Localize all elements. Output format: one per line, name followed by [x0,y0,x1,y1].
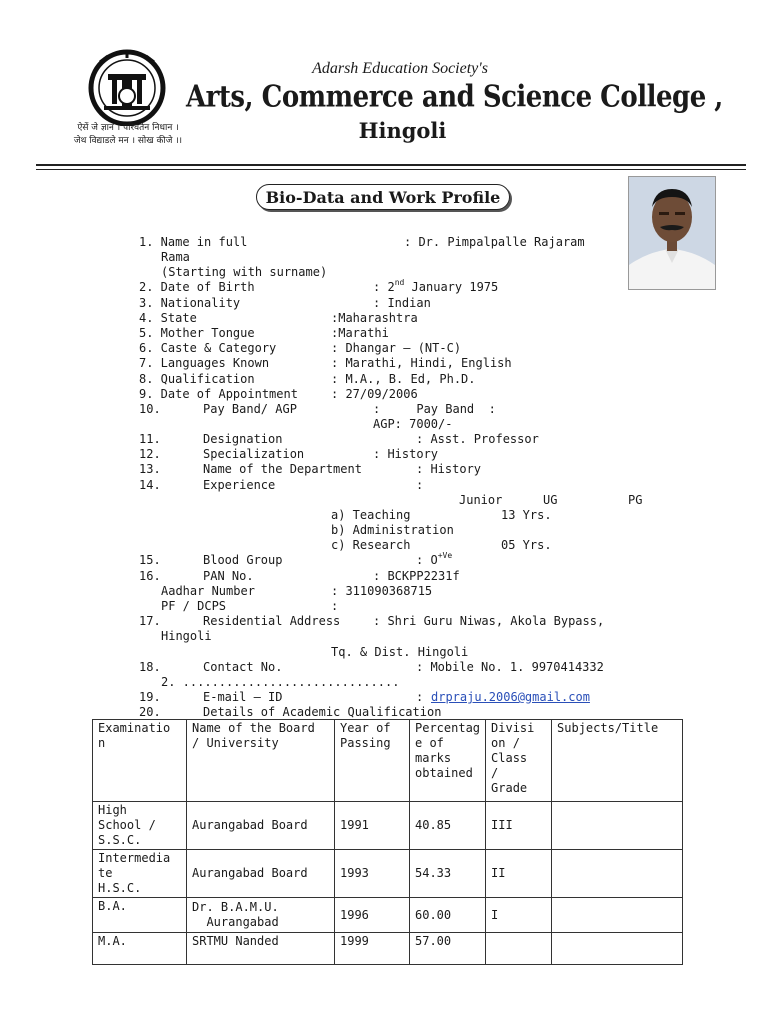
experience-teaching-label: a) Teaching [331,508,411,522]
cell-division [486,933,552,965]
field-academic-label: Details of Academic Qualification [203,705,442,719]
dob-superscript: nd [394,278,405,287]
field-address-label: Residential Address [203,614,341,628]
field-aadhar-value: : 311090368715 [331,584,433,598]
cell-division: II [486,850,552,898]
cell-exam: Intermedia te H.S.C. [93,850,187,898]
field-languages-label: 7. Languages Known [139,356,270,370]
cell-subjects [552,850,683,898]
blood-superscript: +Ve [437,551,453,560]
field-state-label: 4. State [139,311,197,325]
email-link[interactable]: drpraju.2006@gmail.com [431,690,590,704]
society-name: Adarsh Education Society's [312,60,488,77]
field-contact-label: Contact No. [203,660,283,674]
field-dob-value [373,280,498,294]
field-contact-number: 18. [139,660,161,674]
field-aadhar-label: Aadhar Number [161,584,255,598]
cell-year: 1991 [335,802,410,850]
field-mother-tongue-value: :Marathi [331,326,389,340]
field-languages-value: : Marathi, Hindi, English [331,356,512,370]
field-pan-value: : BCKPP2231f [373,569,460,583]
cell-board: Dr. B.A.M.U. Aurangabad [187,898,335,933]
experience-teaching-value: 13 Yrs. [501,508,552,522]
field-address-number: 17. [139,614,161,628]
experience-administration-label: b) Administration [331,523,454,537]
field-blood-value [416,553,452,567]
header-year: Year of Passing [335,720,410,802]
field-designation-number: 11. [139,432,161,446]
cell-board: Aurangabad Board [187,850,335,898]
field-pan-label: PAN No. [203,569,254,583]
academic-qualification-table [92,719,683,965]
cell-subjects [552,933,683,965]
field-specialization-label: Specialization [203,447,305,461]
profile-photo [628,176,716,290]
field-address-continued-2: Tq. & Dist. Hingoli [331,645,469,659]
header-rule-thin [36,169,746,170]
field-payband-label: Pay Band/ AGP [203,402,297,416]
field-name-continued: Rama [161,250,190,264]
field-payband-number: 10. [139,402,161,416]
cell-percentage: 40.85 [410,802,486,850]
experience-header-junior: Junior [459,493,503,507]
experience-research-label: c) Research [331,538,411,552]
field-caste-label: 6. Caste & Category [139,341,277,355]
experience-header-ug: UG [543,493,558,507]
page-title: Bio-Data and Work Profile [256,184,510,210]
experience-header-pg: PG [628,493,643,507]
field-specialization-value: : History [373,447,439,461]
field-academic-number: 20. [139,705,161,719]
field-designation-value: : Asst. Professor [416,432,539,446]
header-board: Name of the Board / University [187,720,335,802]
header-rule [36,164,746,166]
cell-board: SRTMU Nanded [187,933,335,965]
field-email-colon: : [416,690,424,704]
table-row [93,802,683,850]
header-division: Divisi on / Class / Grade [486,720,552,802]
table-row [93,933,683,965]
field-department-label: Name of the Department [203,462,362,476]
table-row [93,898,683,933]
cell-year: 1996 [335,898,410,933]
field-designation-label: Designation [203,432,283,446]
table-header-row [93,720,683,802]
field-name-note: (Starting with surname) [161,265,328,279]
field-experience-colon: : [416,478,424,492]
cell-percentage: 57.00 [410,933,486,965]
field-dob-label: 2. Date of Birth [139,280,255,294]
cell-exam: B.A. [93,898,187,933]
field-contact-continued: 2. .............................. [161,675,400,689]
field-pan-number: 16. [139,569,161,583]
field-qualification-label: 8. Qualification [139,372,255,386]
college-name: Arts, Commerce and Science College , [186,80,723,115]
field-pf-label: PF / DCPS [161,599,227,613]
cell-percentage: 60.00 [410,898,486,933]
field-department-value: : History [416,462,482,476]
cell-division: I [486,898,552,933]
field-blood-label: Blood Group [203,553,283,567]
cell-year: 1999 [335,933,410,965]
blood-prefix: : O [416,553,438,567]
cell-year: 1993 [335,850,410,898]
cell-percentage: 54.33 [410,850,486,898]
field-nationality-value: : Indian [373,296,431,310]
field-blood-number: 15. [139,553,161,567]
field-caste-value: : Dhangar – (NT-C) [331,341,462,355]
field-email-number: 19. [139,690,161,704]
cell-exam: High School / S.S.C. [93,802,187,850]
field-email-label: E-mail – ID [203,690,283,704]
field-mother-tongue-label: 5. Mother Tongue [139,326,255,340]
field-state-value: :Maharashtra [331,311,418,325]
field-pf-value: : [331,599,339,613]
cell-subjects [552,898,683,933]
field-experience-number: 14. [139,478,161,492]
field-appointment-label: 9. Date of Appointment [139,387,298,401]
logo-caption-line1: ऐसें जे ज्ञान । परिवर्तन निधान । [77,123,179,133]
field-appointment-value: : 27/09/2006 [331,387,418,401]
field-payband-value: : Pay Band : [373,402,496,416]
logo-caption-line2: जेथ विद्याडले मन । सोख कीजे ।। [73,136,183,146]
field-name-label: 1. Name in full [139,235,248,249]
header-percentage: Percentag e of marks obtained [410,720,486,802]
field-qualification-value: : M.A., B. Ed, Ph.D. [331,372,476,386]
college-town: Hingoli [358,118,447,143]
cell-board: Aurangabad Board [187,802,335,850]
field-address-continued: Hingoli [161,629,212,643]
field-nationality-label: 3. Nationality [139,296,241,310]
experience-research-value: 05 Yrs. [501,538,552,552]
dob-prefix: : 2 [373,280,395,294]
field-contact-value: : Mobile No. 1. 9970414332 [416,660,604,674]
field-experience-label: Experience [203,478,276,492]
cell-subjects [552,802,683,850]
table-row [93,850,683,898]
dob-suffix: January 1975 [404,280,499,294]
header-subjects: Subjects/Title [552,720,683,802]
cell-division: III [486,802,552,850]
field-specialization-number: 12. [139,447,161,461]
field-agp-value: AGP: 7000/- [373,417,453,431]
cell-exam: M.A. [93,933,187,965]
field-department-number: 13. [139,462,161,476]
field-name-value: : Dr. Pimpalpalle Rajaram [404,235,585,249]
field-address-value: : Shri Guru Niwas, Akola Bypass, [373,614,605,628]
header-examination: Examinatio n [93,720,187,802]
